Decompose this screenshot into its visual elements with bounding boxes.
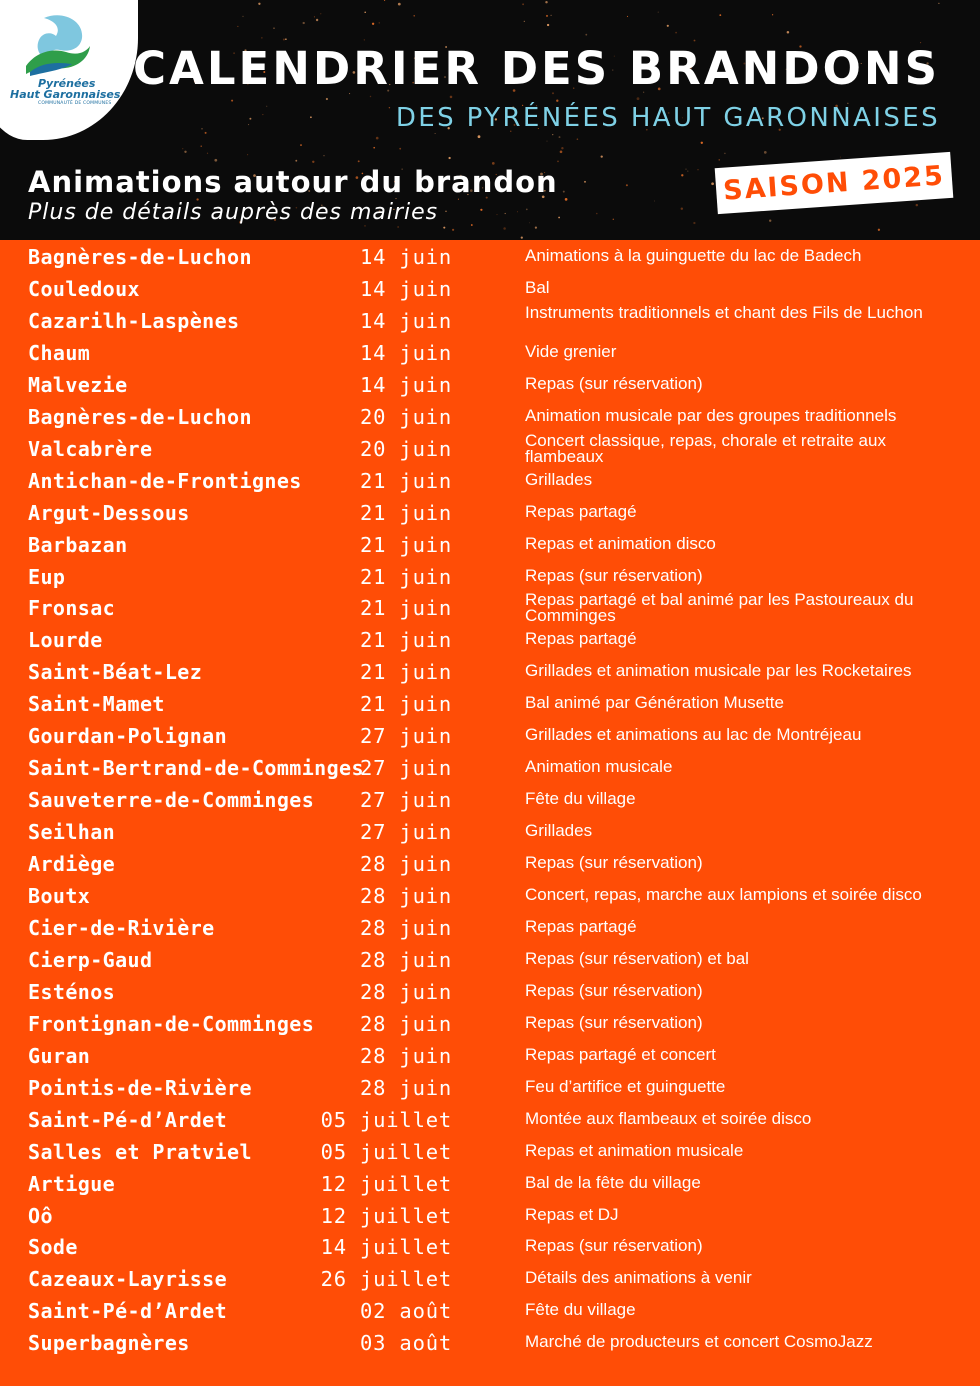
event-row — [0, 1201, 980, 1233]
section-subtitle: Plus de détails auprès des mairies — [28, 200, 439, 225]
season-label: SAISON 2025 — [722, 159, 946, 207]
event-row — [0, 1328, 980, 1360]
event-description: Repas (sur réservation) — [525, 980, 703, 1000]
event-date: 28 juin — [360, 884, 452, 908]
event-row — [0, 1073, 980, 1105]
event-town: Boutx — [28, 884, 91, 908]
event-description: Repas (sur réservation) — [525, 373, 703, 393]
event-date: 14 juin — [360, 340, 452, 365]
event-town: Cazarilh-Laspènes — [28, 308, 240, 333]
event-description: Grillades et animation musicale par les Rocketaires — [525, 661, 912, 681]
event-description: Repas (sur réservation) — [525, 1236, 703, 1256]
event-date: 26 juillet — [320, 1267, 452, 1292]
event-date: 28 juin — [360, 947, 452, 972]
event-date: 02 août — [360, 1299, 452, 1324]
event-date: 14 juin — [360, 276, 452, 301]
event-description: Repas partagé — [525, 916, 637, 936]
event-row — [0, 721, 980, 753]
event-town: Seilhan — [28, 820, 116, 845]
event-description: Détails des animations à venir — [525, 1268, 752, 1288]
event-row — [0, 1041, 980, 1073]
event-town: Gourdan-Polignan — [28, 724, 228, 749]
event-row — [0, 1137, 980, 1169]
event-town: Valcabrère — [28, 436, 153, 461]
event-town: Saint-Bertrand-de-Comminges — [28, 756, 364, 781]
event-row — [0, 689, 980, 721]
event-description: Instruments traditionnels et chant des Fils de Luchon — [525, 302, 923, 322]
event-date: 21 juin — [360, 564, 452, 589]
event-description: Vide grenier — [525, 341, 617, 361]
event-description: Fête du village — [525, 1300, 636, 1320]
event-row — [0, 274, 980, 306]
event-description: Animations à la guinguette du lac de Badech — [525, 246, 862, 265]
event-town: Ardiège — [28, 852, 116, 877]
event-description: Repas partagé — [525, 629, 637, 649]
event-description: Montée aux flambeaux et soirée disco — [525, 1108, 812, 1128]
event-description: Repas et animation musicale — [525, 1140, 744, 1160]
event-row — [0, 562, 980, 594]
event-town: Sode — [28, 1235, 78, 1260]
event-town: Frontignan-de-Comminges — [28, 1011, 315, 1036]
event-row — [0, 1105, 980, 1137]
event-date: 28 juin — [360, 1043, 452, 1068]
event-row — [0, 881, 980, 913]
event-town: Barbazan — [28, 532, 128, 557]
event-description: Repas partagé et bal animé par les Pastoureaux du Comminges — [525, 590, 914, 626]
event-row — [0, 1009, 980, 1041]
event-town: Saint-Pé-d’Ardet — [28, 1107, 228, 1132]
event-town: Saint-Pé-d’Ardet — [28, 1299, 228, 1324]
event-description: Concert, repas, marche aux lampions et soirée disco — [525, 885, 922, 904]
event-date: 14 juin — [360, 245, 452, 269]
event-row — [0, 302, 980, 338]
event-town: Cier-de-Rivière — [28, 915, 215, 940]
event-description: Feu d’artifice et guinguette — [525, 1076, 726, 1096]
event-town: Couledoux — [28, 276, 140, 301]
event-row — [0, 242, 980, 274]
event-date: 28 juin — [360, 1075, 452, 1100]
event-date: 05 juillet — [320, 1139, 452, 1164]
event-description: Concert classique, repas, chorale et retraite aux flambeaux — [525, 430, 886, 466]
event-row — [0, 785, 980, 817]
event-row — [0, 753, 980, 785]
event-town: Bagnères-de-Luchon — [28, 404, 252, 429]
event-row — [0, 849, 980, 881]
event-row — [0, 657, 980, 689]
event-row — [0, 402, 980, 434]
event-description: Fête du village — [525, 789, 636, 809]
event-row — [0, 817, 980, 849]
event-row — [0, 430, 980, 466]
event-date: 21 juin — [360, 500, 452, 525]
event-row — [0, 913, 980, 945]
event-description: Bal — [525, 277, 550, 297]
event-description: Repas (sur réservation) — [525, 853, 703, 873]
event-description: Grillades et animations au lac de Montréjeau — [525, 725, 862, 745]
event-description: Marché de producteurs et concert CosmoJazz — [525, 1332, 873, 1352]
event-town: Lourde — [28, 628, 103, 653]
event-date: 27 juin — [360, 724, 452, 749]
event-description: Repas (sur réservation) — [525, 1012, 703, 1032]
event-town: Artigue — [28, 1171, 116, 1196]
event-town: Saint-Mamet — [28, 692, 165, 717]
section-title: Animations autour du brandon — [28, 165, 558, 199]
event-description: Animation musicale par des groupes traditionnels — [525, 405, 897, 425]
event-date: 21 juin — [360, 692, 452, 717]
event-town: Salles et Pratviel — [28, 1139, 252, 1164]
event-date: 20 juin — [360, 404, 452, 429]
logo-mark-icon — [22, 12, 92, 78]
event-town: Bagnères-de-Luchon — [28, 245, 252, 269]
event-description: Repas et DJ — [525, 1204, 619, 1224]
logo-text-line2: Haut Garonnaises — [10, 88, 121, 101]
event-date: 12 juillet — [320, 1203, 452, 1228]
event-row — [0, 1232, 980, 1264]
event-row — [0, 590, 980, 626]
logo-text-line1: Pyrénées — [38, 77, 96, 90]
event-date: 28 juin — [360, 852, 452, 877]
event-town: Cazeaux-Layrisse — [28, 1267, 228, 1292]
event-town: Argut-Dessous — [28, 500, 190, 525]
event-date: 14 juin — [360, 308, 452, 333]
event-town: Eup — [28, 564, 66, 589]
event-date: 14 juillet — [320, 1235, 452, 1260]
event-row — [0, 370, 980, 402]
event-description: Bal animé par Génération Musette — [525, 693, 784, 713]
event-row — [0, 530, 980, 562]
event-date: 27 juin — [360, 788, 452, 813]
event-town: Fronsac — [28, 596, 116, 621]
event-date: 28 juin — [360, 979, 452, 1004]
event-row — [0, 338, 980, 370]
event-town: Oô — [28, 1203, 53, 1228]
event-date: 27 juin — [360, 756, 452, 781]
event-date: 21 juin — [360, 628, 452, 653]
event-row — [0, 625, 980, 657]
event-row — [0, 1296, 980, 1328]
event-description: Repas (sur réservation) et bal — [525, 948, 749, 968]
event-town: Superbagnères — [28, 1331, 190, 1356]
event-description: Grillades — [525, 821, 593, 841]
event-row — [0, 466, 980, 498]
event-date: 28 juin — [360, 1011, 452, 1036]
event-town: Pointis-de-Rivière — [28, 1075, 252, 1100]
event-description: Bal de la fête du village — [525, 1172, 701, 1192]
event-row — [0, 945, 980, 977]
event-date: 05 juillet — [320, 1107, 452, 1132]
event-date: 21 juin — [360, 660, 452, 685]
event-date: 28 juin — [360, 915, 452, 940]
event-description: Repas partagé et concert — [525, 1044, 716, 1064]
event-town: Esténos — [28, 979, 116, 1004]
page-subtitle: DES PYRÉNÉES HAUT GARONNAISES — [395, 103, 940, 133]
event-row — [0, 1169, 980, 1201]
event-date: 21 juin — [360, 596, 452, 621]
event-description: Repas partagé — [525, 501, 637, 521]
event-town: Antichan-de-Frontignes — [28, 468, 302, 493]
event-date: 20 juin — [360, 436, 452, 461]
event-description: Repas et animation disco — [525, 533, 716, 553]
event-date: 12 juillet — [320, 1171, 452, 1196]
event-date: 03 août — [360, 1331, 452, 1356]
event-date: 27 juin — [360, 820, 452, 845]
event-date: 21 juin — [360, 468, 452, 493]
event-town: Sauveterre-de-Comminges — [28, 788, 315, 813]
logo-text-line3: COMMUNAUTÉ DE COMMUNES — [38, 101, 112, 106]
event-description: Grillades — [525, 469, 593, 489]
event-row — [0, 977, 980, 1009]
event-town: Chaum — [28, 340, 91, 365]
event-date: 21 juin — [360, 532, 452, 557]
event-row — [0, 498, 980, 530]
event-description: Repas (sur réservation) — [525, 565, 703, 585]
event-town: Malvezie — [28, 372, 128, 397]
event-town: Guran — [28, 1043, 91, 1068]
page-title: CALENDRIER DES BRANDONS — [132, 42, 940, 95]
event-town: Cierp-Gaud — [28, 947, 153, 972]
logo — [0, 0, 140, 140]
event-date: 14 juin — [360, 372, 452, 397]
event-description: Animation musicale — [525, 757, 673, 777]
event-town: Saint-Béat-Lez — [28, 660, 203, 685]
event-row — [0, 1264, 980, 1296]
